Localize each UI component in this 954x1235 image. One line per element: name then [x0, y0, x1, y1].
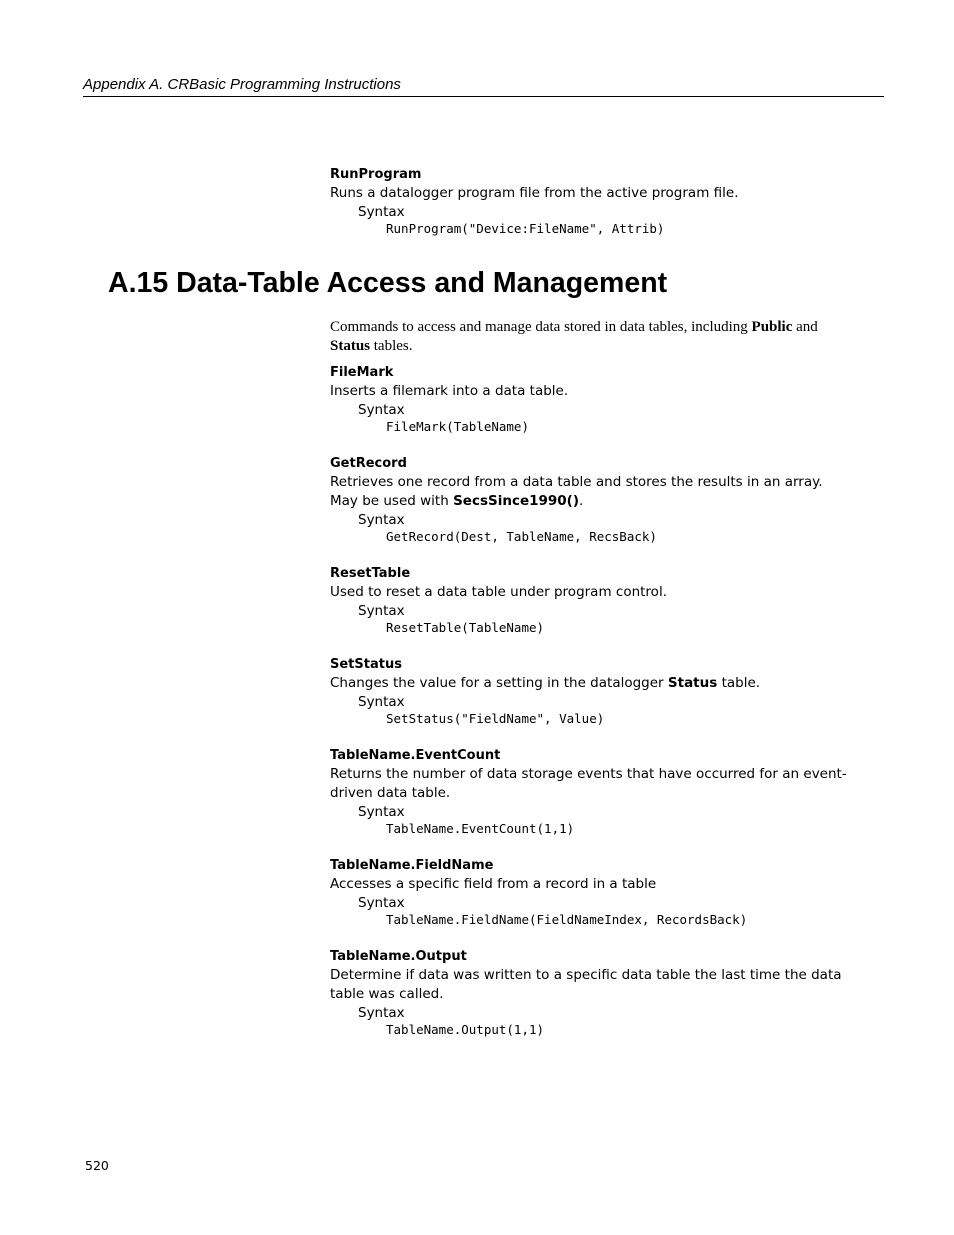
entry-title: FileMark	[330, 365, 394, 380]
entry-description: Accesses a specific field from a record in a table	[330, 876, 657, 892]
syntax-code: GetRecord(Dest, TableName, RecsBack)	[386, 529, 657, 544]
syntax-code: TableName.Output(1,1)	[386, 1022, 545, 1037]
entry-fieldname	[330, 857, 850, 928]
section-heading: A.15 Data-Table Access and Management	[108, 267, 668, 299]
section-intro: Commands to access and manage data stored in data tables, including Public and Status tables.	[330, 319, 818, 354]
entry-description: Retrieves one record from a data table and stores the results in an array. May be used with SecsSince1990().	[330, 474, 823, 509]
entry-description: Used to reset a data table under program control.	[330, 584, 667, 600]
entry-eventcount	[330, 747, 850, 837]
entry-description: Runs a datalogger program file from the active program file.	[330, 185, 739, 201]
syntax-label: Syntax	[358, 512, 405, 528]
entry-filemark	[330, 364, 850, 435]
entry-title: TableName.EventCount	[330, 748, 501, 763]
entry-description: Determine if data was written to a specific data table the last time the data table was called.	[330, 967, 842, 1002]
entry-title: TableName.FieldName	[330, 858, 494, 873]
syntax-label: Syntax	[358, 694, 405, 710]
syntax-code: ResetTable(TableName)	[386, 620, 545, 635]
entry-title: TableName.Output	[330, 949, 467, 964]
syntax-label: Syntax	[358, 603, 405, 619]
entry-title: ResetTable	[330, 566, 411, 581]
syntax-code: FileMark(TableName)	[386, 419, 529, 434]
entry-description: Changes the value for a setting in the datalogger Status table.	[330, 675, 761, 691]
entry-runprogram	[330, 166, 850, 237]
running-header: Appendix A. CRBasic Programming Instructions	[83, 76, 884, 97]
section-body	[330, 318, 850, 1058]
syntax-code: RunProgram("Device:FileName", Attrib)	[386, 221, 665, 236]
entry-title: GetRecord	[330, 456, 407, 471]
entry-description: Returns the number of data storage events that have occurred for an event-driven data table.	[330, 766, 847, 801]
syntax-code: SetStatus("FieldName", Value)	[386, 711, 605, 726]
entry-getrecord	[330, 455, 850, 545]
syntax-label: Syntax	[358, 804, 405, 820]
syntax-code: TableName.EventCount(1,1)	[386, 821, 575, 836]
page-number: 520	[85, 1158, 109, 1173]
entry-setstatus	[330, 656, 850, 727]
entry-output	[330, 948, 850, 1038]
syntax-code: TableName.FieldName(FieldNameIndex, RecordsBack)	[386, 912, 748, 927]
entry-description: Inserts a filemark into a data table.	[330, 383, 569, 399]
syntax-label: Syntax	[358, 895, 405, 911]
syntax-label: Syntax	[358, 402, 405, 418]
entry-title: RunProgram	[330, 167, 422, 182]
syntax-label: Syntax	[358, 204, 405, 220]
entry-resettable	[330, 565, 850, 636]
syntax-label: Syntax	[358, 1005, 405, 1021]
entry-title: SetStatus	[330, 657, 402, 672]
